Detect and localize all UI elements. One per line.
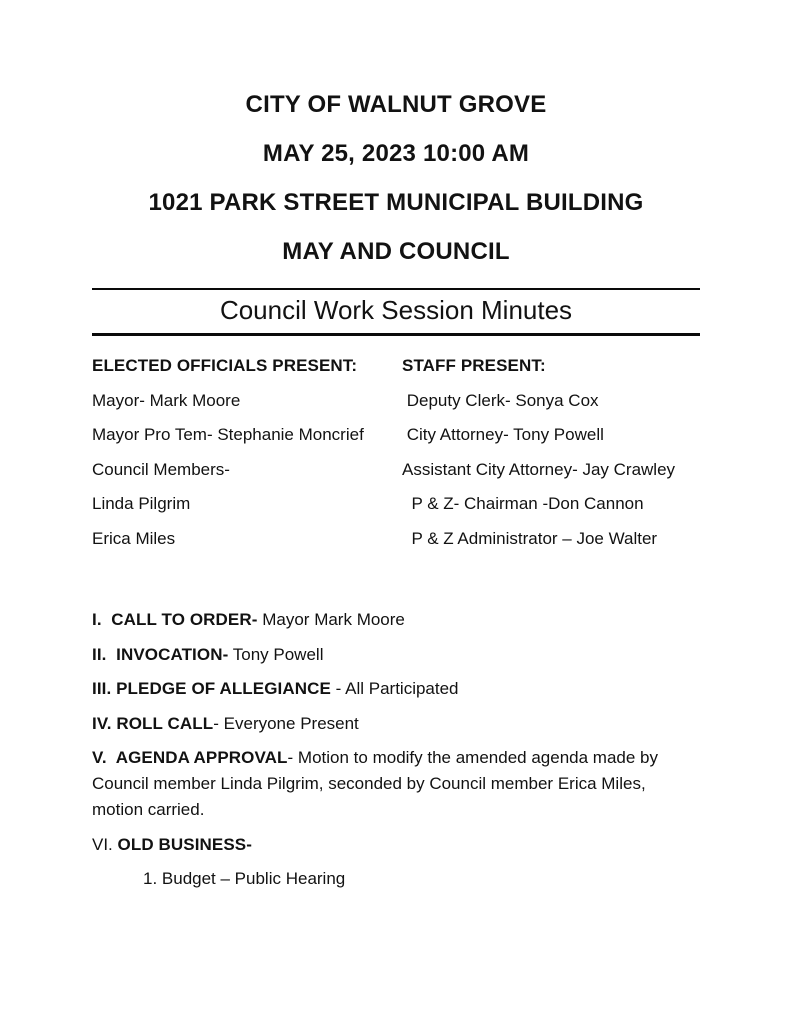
header-city-name: CITY OF WALNUT GROVE — [245, 91, 547, 118]
agenda-item-old-business — [92, 832, 700, 858]
attendance-row-erica-miles — [92, 522, 700, 557]
agenda-item-text: Mayor Mark Moore — [257, 610, 405, 629]
header-body-name: MAY AND COUNCIL — [282, 238, 510, 265]
title-band — [92, 288, 700, 336]
agenda-item-text: - Everyone Present — [213, 713, 359, 733]
header-meeting-location: 1021 PARK STREET MUNICIPAL BUILDING — [148, 189, 644, 216]
agenda-item-agenda-approval — [92, 745, 700, 823]
agenda-subitem-budget-public-hearing — [92, 866, 700, 892]
agenda-item-heading: III. PLEDGE OF ALLEGIANCE — [92, 679, 331, 698]
agenda-item-roll-call — [92, 711, 700, 737]
header-meeting-datetime: MAY 25, 2023 10:00 AM — [262, 140, 530, 167]
staff-city-attorney: City Attorney- Tony Powell — [402, 425, 604, 444]
agenda-item-heading: I. CALL TO ORDER- — [92, 610, 258, 629]
staff-deputy-clerk: Deputy Clerk- Sonya Cox — [402, 390, 599, 410]
document-title: Council Work Session Minutes — [219, 295, 573, 325]
agenda-item-pledge-of-allegiance — [92, 676, 700, 702]
council-member-linda-pilgrim: Linda Pilgrim — [92, 494, 191, 513]
document-header — [92, 80, 700, 276]
agenda-item-invocation — [92, 642, 700, 668]
elected-official-mayor-pro-tem: Mayor Pro Tem- Stephanie Moncrief — [92, 425, 364, 444]
staff-assistant-city-attorney: Assistant City Attorney- Jay Crawley — [402, 459, 676, 479]
agenda-item-call-to-order — [92, 607, 700, 633]
staff-present-header: STAFF PRESENT: — [402, 356, 546, 375]
agenda-item-text: - Motion to modify the amended agenda made by Council member Linda Pilgrim, seconded by Council member Erica Miles, motion carried. — [92, 748, 663, 819]
agenda-section — [92, 607, 700, 892]
elected-officials-council-members-label: Council Members- — [92, 459, 230, 479]
elected-official-mayor: Mayor- Mark Moore — [92, 390, 241, 410]
agenda-item-heading: IV. ROLL CALL — [92, 713, 214, 733]
agenda-item-heading: OLD BUSINESS- — [117, 834, 252, 854]
attendance-row-mayor-pro-tem — [92, 418, 700, 453]
agenda-item-text: - All Participated — [330, 679, 459, 698]
attendance-row-council-members — [92, 453, 700, 488]
attendance-section — [92, 349, 700, 556]
attendance-row-mayor — [92, 384, 700, 419]
agenda-item-heading: V. AGENDA APPROVAL — [92, 748, 288, 767]
elected-officials-present-header: ELECTED OFFICIALS PRESENT: — [92, 356, 358, 375]
agenda-item-prefix: VI. — [92, 834, 118, 854]
council-member-erica-miles: Erica Miles — [92, 528, 176, 548]
attendance-header-row — [92, 349, 700, 384]
attendance-row-linda-pilgrim — [92, 487, 700, 522]
agenda-item-text: Tony Powell — [228, 644, 324, 664]
staff-pz-chairman: P & Z- Chairman -Don Cannon — [402, 494, 644, 513]
staff-pz-administrator: P & Z Administrator – Joe Walter — [402, 528, 658, 548]
agenda-item-text: 1. Budget – Public Hearing — [143, 869, 346, 888]
agenda-item-heading: II. INVOCATION- — [92, 644, 229, 664]
